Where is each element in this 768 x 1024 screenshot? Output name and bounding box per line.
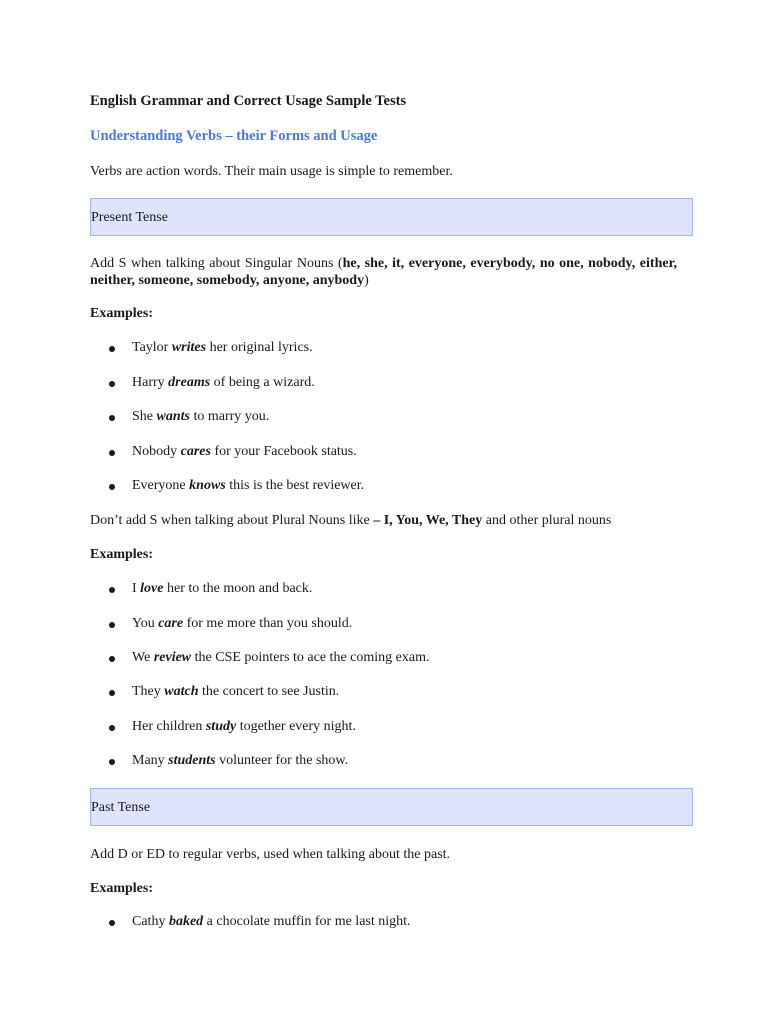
past-tense-heading: Past Tense [91, 800, 151, 815]
list-item: I love her to the moon and back. [132, 581, 313, 596]
present-tense-heading: Present Tense [91, 210, 168, 225]
plural-rule-pronouns: – I, You, We, They [373, 513, 483, 528]
present-tense-heading-box [90, 198, 693, 236]
list-item: Cathy baked a chocolate muffin for me last night. [132, 914, 411, 929]
singular-rule-paragraph [90, 255, 677, 289]
document-title: English Grammar and Correct Usage Sample Tests [90, 93, 407, 109]
verb: knows [189, 478, 226, 493]
list-item: We review the CSE pointers to ace the coming exam. [132, 650, 430, 665]
list-bullet [109, 690, 115, 696]
plural-rule-paragraph: Don’t add S when talking about Plural Nouns like – I, You, We, They and other plural nouns [90, 513, 612, 528]
list-bullet [109, 415, 115, 421]
singular-rule-suffix: ) [364, 273, 369, 288]
verb: baked [168, 914, 204, 929]
list-bullet [109, 622, 115, 628]
verb: cares [180, 444, 211, 459]
list-item: Many students volunteer for the show. [132, 753, 349, 768]
intro-paragraph: Verbs are action words. Their main usage is simple to remember. [90, 164, 453, 179]
list-item: She wants to marry you. [132, 409, 270, 424]
verb: dreams [168, 375, 211, 390]
past-examples-label: Examples: [90, 881, 153, 896]
list-bullet [109, 587, 115, 593]
list-bullet [109, 920, 115, 926]
list-item: Taylor writes her original lyrics. [132, 340, 313, 355]
list-bullet [109, 725, 115, 731]
verb: review [153, 650, 192, 665]
verb: care [158, 616, 184, 631]
plural-examples-label: Examples: [90, 547, 153, 562]
list-bullet [109, 759, 115, 765]
verb: watch [164, 684, 199, 699]
verb: love [140, 581, 164, 596]
list-bullet [109, 346, 115, 352]
list-bullet [109, 381, 115, 387]
singular-rule-pronouns: he, she, it, everyone, everybody, no one, nobody, either, neither, someone, somebody, anyone, anybody [90, 256, 677, 288]
verb: writes [171, 340, 207, 355]
singular-rule-prefix: Add S when talking about Singular Nouns ( [90, 256, 343, 271]
list-item: You care for me more than you should. [132, 616, 353, 631]
verb: wants [156, 409, 190, 424]
list-item: They watch the concert to see Justin. [132, 684, 340, 699]
list-bullet [109, 656, 115, 662]
list-bullet [109, 484, 115, 490]
verb: students [168, 753, 216, 768]
verb: study [205, 719, 237, 734]
list-item: Nobody cares for your Facebook status. [132, 444, 357, 459]
list-bullet [109, 450, 115, 456]
past-rule-paragraph: Add D or ED to regular verbs, used when talking about the past. [90, 847, 451, 862]
list-item: Her children study together every night. [132, 719, 356, 734]
examples-label: Examples: [90, 306, 153, 321]
list-item: Everyone knows this is the best reviewer. [132, 478, 365, 493]
list-item: Harry dreams of being a wizard. [132, 375, 315, 390]
past-tense-heading-box [90, 788, 693, 826]
section-subtitle: Understanding Verbs – their Forms and Usage [90, 128, 378, 144]
